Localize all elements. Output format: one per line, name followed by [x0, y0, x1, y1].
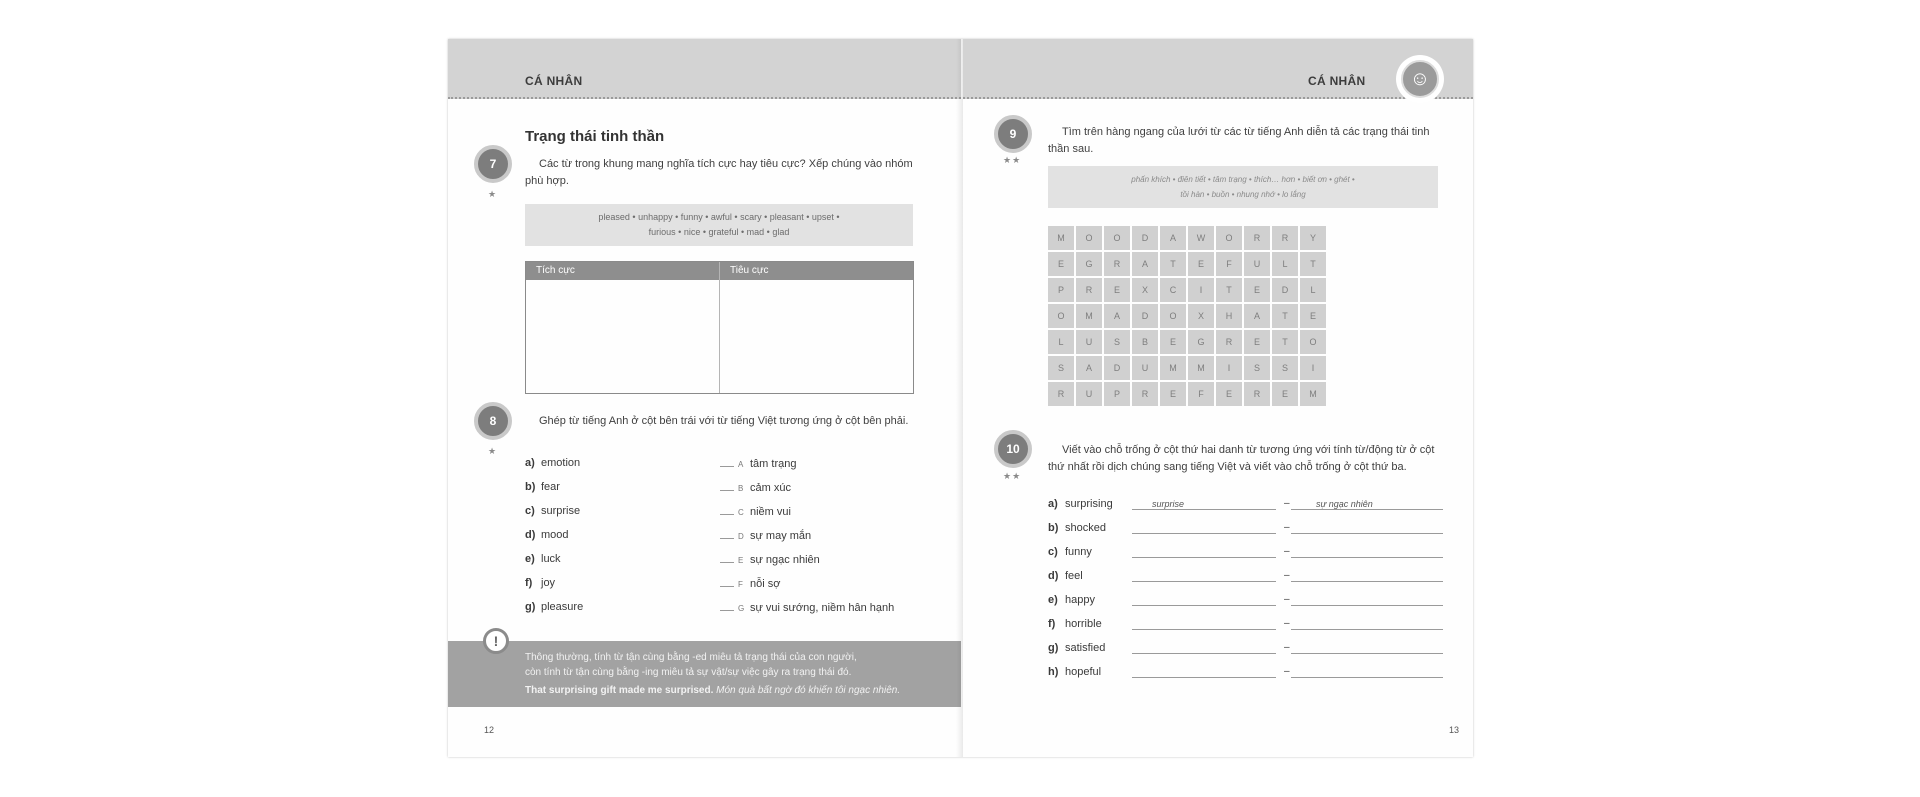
grid-cell[interactable]: H	[1216, 304, 1242, 328]
match-left-item	[525, 551, 561, 567]
item-letter: b)	[525, 481, 536, 493]
noun-answer-line[interactable]	[1132, 653, 1276, 654]
item-letter: h)	[1048, 666, 1059, 678]
note-example	[525, 685, 900, 696]
grid-cell[interactable]: R	[1076, 278, 1102, 302]
grid-cell[interactable]: U	[1076, 330, 1102, 354]
item-letter: c)	[1048, 546, 1058, 558]
sort-table	[525, 261, 914, 394]
item-word: satisfied	[1065, 642, 1106, 654]
grid-cell[interactable]: E	[1104, 278, 1130, 302]
item-word: horrible	[1065, 618, 1102, 630]
grid-cell[interactable]: I	[1188, 278, 1214, 302]
grid-cell[interactable]: A	[1104, 304, 1130, 328]
item-letter: d)	[1048, 570, 1059, 582]
translation-answer-line[interactable]	[1291, 605, 1443, 606]
noun-answer-line[interactable]	[1132, 557, 1276, 558]
grid-cell[interactable]: O	[1076, 226, 1102, 250]
option-letter: C	[738, 508, 744, 517]
item-letter: c)	[525, 505, 535, 517]
grid-cell[interactable]: R	[1244, 382, 1270, 406]
option-letter: E	[738, 556, 744, 565]
translation-answer-line[interactable]	[1291, 677, 1443, 678]
item-letter: b)	[1048, 522, 1059, 534]
grid-cell[interactable]: T	[1216, 278, 1242, 302]
answer-blank[interactable]	[720, 527, 734, 539]
noun-answer-line[interactable]	[1132, 605, 1276, 606]
option-word: cảm xúc	[750, 482, 791, 494]
exercise-10-row	[1048, 496, 1448, 512]
grid-cell[interactable]: X	[1132, 278, 1158, 302]
right-page-header	[963, 39, 1473, 99]
exercise-7-stars: ★	[488, 189, 498, 199]
exercise-9-stars: ★★	[1003, 155, 1022, 165]
item-word: surprising	[1065, 498, 1113, 510]
item-word: luck	[541, 553, 561, 565]
option-letter: G	[738, 604, 745, 613]
option-word: sự vui sướng, niềm hân hạnh	[750, 602, 895, 614]
item-word: pleasure	[541, 601, 584, 613]
answer-blank[interactable]	[720, 551, 734, 563]
item-word: joy	[541, 577, 556, 589]
grid-cell[interactable]: S	[1272, 356, 1298, 380]
match-left-item	[525, 479, 560, 495]
exercise-8-instruction: Ghép từ tiếng Anh ở cột bên trái với từ tiếng Việt tương ứng ở cột bên phải.	[539, 415, 909, 427]
grid-cell[interactable]: E	[1244, 330, 1270, 354]
option-word: niềm vui	[750, 506, 791, 518]
item-word: happy	[1065, 594, 1095, 606]
note-line-2: còn tính từ tận cùng bằng -ing miêu tả sự vật/sự việc gây ra trạng thái đó.	[525, 667, 852, 678]
item-letter: a)	[1048, 498, 1058, 510]
grid-cell[interactable]: U	[1244, 252, 1270, 276]
option-letter: A	[738, 460, 744, 469]
option-letter: B	[738, 484, 744, 493]
grid-cell[interactable]: F	[1188, 382, 1214, 406]
exercise-7-word-box	[525, 204, 913, 246]
positive-column-body[interactable]	[526, 280, 719, 393]
item-letter: e)	[525, 553, 535, 565]
book-spread	[448, 39, 1473, 757]
grid-cell[interactable]: L	[1300, 278, 1326, 302]
item-word: mood	[541, 529, 569, 541]
translation-answer: sự ngạc nhiên	[1316, 499, 1373, 509]
exercise-7-badge: 7	[474, 145, 512, 183]
answer-blank[interactable]	[720, 575, 734, 587]
grid-cell[interactable]: E	[1300, 304, 1326, 328]
word-search-grid	[1048, 226, 1326, 406]
answer-blank[interactable]	[720, 503, 734, 515]
grid-cell[interactable]: E	[1048, 252, 1074, 276]
grid-cell[interactable]: O	[1300, 330, 1326, 354]
dash-separator: –	[1284, 546, 1290, 557]
exercise-10-row	[1048, 592, 1448, 608]
negative-column	[719, 262, 913, 393]
page-number-right: 13	[1449, 725, 1460, 735]
negative-column-body[interactable]	[720, 280, 913, 393]
grid-cell[interactable]: M	[1160, 356, 1186, 380]
positive-column-header: Tích cực	[526, 262, 719, 280]
dash-separator: –	[1284, 498, 1290, 509]
grid-cell[interactable]: P	[1104, 382, 1130, 406]
grid-cell[interactable]: R	[1132, 382, 1158, 406]
option-word: sự ngạc nhiên	[750, 554, 820, 566]
grid-cell[interactable]: O	[1048, 304, 1074, 328]
grid-cell[interactable]: M	[1048, 226, 1074, 250]
item-letter: g)	[525, 601, 536, 613]
item-word: shocked	[1065, 522, 1106, 534]
left-page-header	[448, 39, 961, 99]
grid-cell[interactable]: M	[1300, 382, 1326, 406]
smiley-icon: ☺	[1401, 60, 1439, 98]
grid-cell[interactable]: M	[1188, 356, 1214, 380]
translation-answer-line[interactable]	[1291, 581, 1443, 582]
grid-cell[interactable]: E	[1216, 382, 1242, 406]
exercise-10-row	[1048, 520, 1448, 536]
grid-cell[interactable]: O	[1216, 226, 1242, 250]
page-number-left: 12	[484, 725, 495, 735]
word-box-line-1: pleased • unhappy • funny • awful • scary • pleasant • upset •	[598, 212, 840, 222]
match-right-item	[720, 599, 894, 615]
grid-cell[interactable]: E	[1272, 382, 1298, 406]
translation-answer-line[interactable]	[1291, 557, 1443, 558]
item-letter: e)	[1048, 594, 1058, 606]
grid-cell[interactable]: S	[1104, 330, 1130, 354]
grammar-note	[448, 633, 961, 707]
exercise-9-instruction: Tìm trên hàng ngang của lưới từ các từ tiếng Anh diễn tả các trạng thái tinh thần sau.	[1048, 126, 1430, 155]
item-word: surprise	[541, 505, 581, 517]
exclamation-icon: !	[483, 628, 509, 654]
noun-answer-line[interactable]	[1132, 533, 1276, 534]
option-letter: F	[738, 580, 743, 589]
grid-cell[interactable]: M	[1076, 304, 1102, 328]
exercise-10-badge: 10	[994, 430, 1032, 468]
mascot-badge	[1396, 55, 1444, 103]
answer-blank[interactable]	[720, 599, 734, 611]
dash-separator: –	[1284, 570, 1290, 581]
item-word: funny	[1065, 546, 1092, 558]
item-word: fear	[541, 481, 560, 493]
grid-cell[interactable]: T	[1160, 252, 1186, 276]
grid-cell[interactable]: R	[1104, 252, 1130, 276]
item-letter: a)	[525, 457, 535, 469]
dash-separator: –	[1284, 666, 1290, 677]
option-letter: D	[738, 532, 744, 541]
exercise-10-instruction: Viết vào chỗ trống ở cột thứ hai danh từ tương ứng với tính từ/động từ ở cột thứ nhất rồi dịch chúng sang tiếng Việt và viết vào chỗ trống ở cột thứ ba.	[1048, 444, 1435, 473]
noun-answer: surprise	[1152, 499, 1185, 509]
match-left-item	[525, 455, 580, 471]
match-left-item	[525, 527, 569, 543]
dash-separator: –	[1284, 594, 1290, 605]
grid-cell[interactable]: R	[1272, 226, 1298, 250]
exercise-10-row	[1048, 640, 1448, 656]
match-right-item	[720, 551, 820, 567]
dash-separator: –	[1284, 522, 1290, 533]
grid-cell[interactable]: T	[1300, 252, 1326, 276]
exercise-7-instruction: Các từ trong khung mang nghĩa tích cực hay tiêu cực? Xếp chúng vào nhóm phù hợp.	[525, 158, 913, 187]
grid-cell[interactable]: E	[1160, 382, 1186, 406]
noun-answer-line[interactable]	[1132, 629, 1276, 630]
grid-cell[interactable]: D	[1104, 356, 1130, 380]
grid-cell[interactable]: C	[1160, 278, 1186, 302]
grid-cell[interactable]: S	[1244, 356, 1270, 380]
section-title: Trạng thái tinh thần	[525, 128, 665, 145]
grid-cell[interactable]: W	[1188, 226, 1214, 250]
word-box-line-1: phấn khích • điên tiết • tâm trạng • thích… hơn • biết ơn • ghét •	[1131, 175, 1355, 184]
item-letter: f)	[1048, 618, 1056, 630]
grid-cell[interactable]: I	[1216, 356, 1242, 380]
grid-cell[interactable]: A	[1132, 252, 1158, 276]
exercise-10-row	[1048, 664, 1448, 680]
grid-cell[interactable]: E	[1244, 278, 1270, 302]
exercise-10-stars: ★★	[1003, 471, 1022, 481]
grid-cell[interactable]: D	[1132, 226, 1158, 250]
grid-cell[interactable]: T	[1272, 330, 1298, 354]
exercise-10-row	[1048, 568, 1448, 584]
match-right-item	[720, 503, 791, 519]
item-letter: g)	[1048, 642, 1059, 654]
grid-cell[interactable]: R	[1244, 226, 1270, 250]
note-line-1: Thông thường, tính từ tận cùng bằng -ed miêu tả trạng thái của con người,	[525, 652, 857, 663]
grid-cell[interactable]: O	[1104, 226, 1130, 250]
grid-cell[interactable]: Y	[1300, 226, 1326, 250]
grid-cell[interactable]: U	[1132, 356, 1158, 380]
grid-cell[interactable]: R	[1216, 330, 1242, 354]
dash-separator: –	[1284, 618, 1290, 629]
grid-cell[interactable]: D	[1272, 278, 1298, 302]
option-word: nỗi sợ	[750, 578, 781, 590]
grid-cell[interactable]: F	[1216, 252, 1242, 276]
right-page	[963, 39, 1473, 757]
match-right-item	[720, 479, 791, 495]
match-left-item	[525, 503, 580, 519]
grid-cell[interactable]: I	[1300, 356, 1326, 380]
item-word: emotion	[541, 457, 581, 469]
grid-cell[interactable]: R	[1048, 382, 1074, 406]
grid-cell[interactable]: X	[1188, 304, 1214, 328]
grid-cell[interactable]: E	[1160, 330, 1186, 354]
translation-answer-line[interactable]	[1291, 653, 1443, 654]
exercise-8-badge: 8	[474, 402, 512, 440]
grid-cell[interactable]: A	[1160, 226, 1186, 250]
word-box-line-2: furious • nice • grateful • mad • glad	[648, 227, 790, 237]
exercise-9-badge: 9	[994, 115, 1032, 153]
match-left-item	[525, 599, 583, 615]
match-right-item	[720, 455, 796, 471]
grid-cell[interactable]: T	[1272, 304, 1298, 328]
grid-cell[interactable]: S	[1048, 356, 1074, 380]
left-header-title: CÁ NHÂN	[525, 74, 583, 88]
exercise-8-stars: ★	[488, 446, 498, 456]
match-left-item	[525, 575, 555, 591]
grid-cell[interactable]: L	[1272, 252, 1298, 276]
grid-cell[interactable]: E	[1188, 252, 1214, 276]
grid-cell[interactable]: D	[1132, 304, 1158, 328]
exercise-10-row	[1048, 616, 1448, 632]
grid-cell[interactable]: A	[1244, 304, 1270, 328]
item-letter: d)	[525, 529, 536, 541]
left-page	[448, 39, 961, 757]
note-example-vi: Món quà bất ngờ đó khiến tôi ngạc nhiên.	[716, 685, 901, 696]
exercise-9-word-box	[1048, 166, 1438, 208]
grid-cell[interactable]: G	[1076, 252, 1102, 276]
negative-column-header: Tiêu cực	[720, 262, 913, 280]
grid-cell[interactable]: P	[1048, 278, 1074, 302]
translation-answer-line[interactable]	[1291, 533, 1443, 534]
note-example-en: That surprising gift made me surprised.	[525, 685, 714, 696]
item-word: hopeful	[1065, 666, 1102, 678]
grid-cell[interactable]: O	[1160, 304, 1186, 328]
right-header-title: CÁ NHÂN	[1308, 74, 1366, 88]
item-letter: f)	[525, 577, 533, 589]
grid-cell[interactable]: G	[1188, 330, 1214, 354]
answer-blank[interactable]	[720, 479, 734, 491]
grid-cell[interactable]: B	[1132, 330, 1158, 354]
grid-cell[interactable]: L	[1048, 330, 1074, 354]
item-word: feel	[1065, 570, 1083, 582]
translation-answer-line[interactable]	[1291, 629, 1443, 630]
match-right-item	[720, 575, 780, 591]
noun-answer-line[interactable]	[1132, 581, 1276, 582]
positive-column	[526, 262, 719, 393]
dash-separator: –	[1284, 642, 1290, 653]
noun-answer-line[interactable]	[1132, 677, 1276, 678]
grid-cell[interactable]: U	[1076, 382, 1102, 406]
grid-cell[interactable]: A	[1076, 356, 1102, 380]
answer-blank[interactable]	[720, 455, 734, 467]
word-box-line-2: tồi hàn • buồn • nhung nhớ • lo lắng	[1180, 190, 1306, 199]
option-word: tâm trạng	[750, 458, 797, 470]
match-right-item	[720, 527, 811, 543]
exercise-10-row	[1048, 544, 1448, 560]
option-word: sự may mắn	[750, 530, 812, 542]
